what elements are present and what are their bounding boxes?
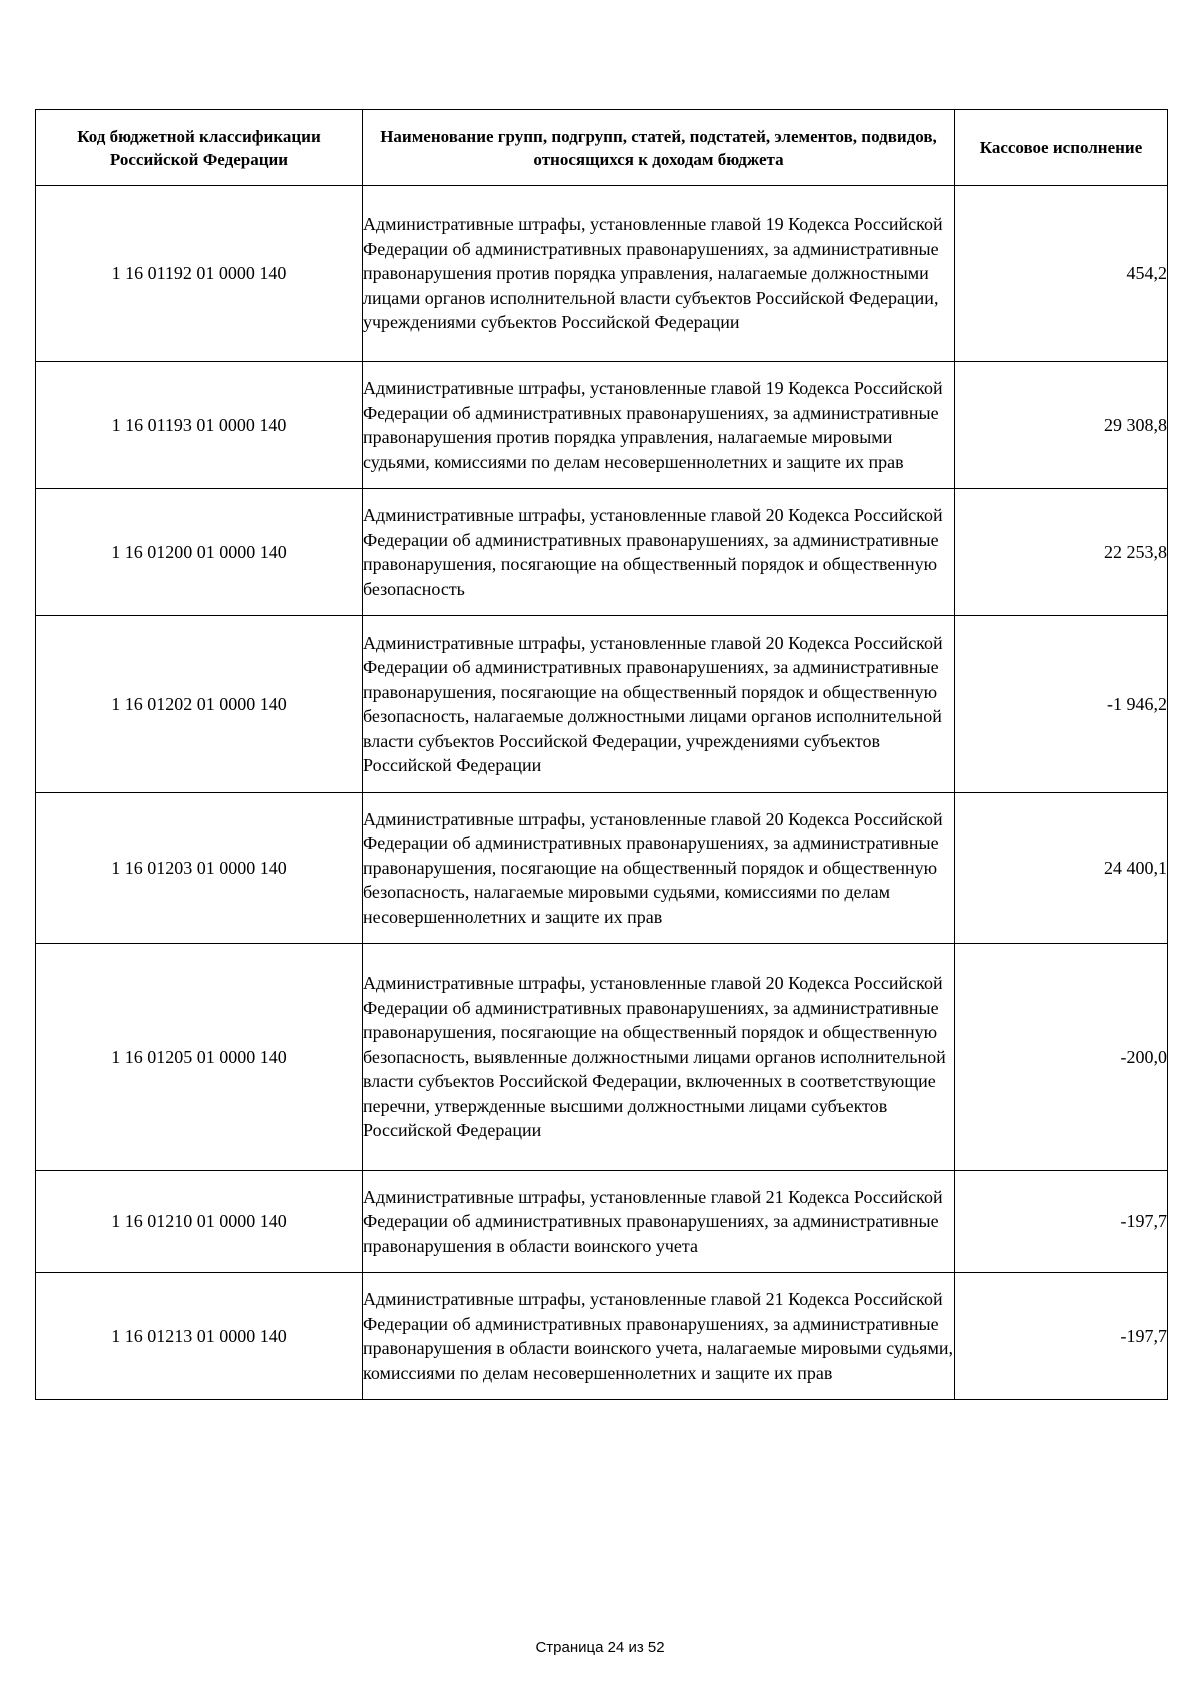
table-row bbox=[36, 1273, 1168, 1400]
row-code: 1 16 01205 01 0000 140 bbox=[36, 944, 363, 1171]
table-header-row bbox=[36, 110, 1168, 186]
table-row bbox=[36, 1171, 1168, 1273]
row-name: Административные штрафы, установленные главой 21 Кодекса Российской Федерации об административных правонарушениях, за административные правонарушения в области воинского учета bbox=[363, 1171, 955, 1273]
row-amount: 22 253,8 bbox=[955, 489, 1168, 616]
row-name: Административные штрафы, установленные главой 20 Кодекса Российской Федерации об административных правонарушениях, за административные правонарушения, посягающие на общественный порядок и общественную безопасность, выявленные должностными лицами органов исполнительной власти субъектов Российской Федерации, включенных в соответствующие перечни, утвержденные высшими должностными лицами субъектов Российской Федерации bbox=[363, 944, 955, 1171]
page-number-footer: Страница 24 из 52 bbox=[535, 1639, 665, 1656]
row-code: 1 16 01213 01 0000 140 bbox=[36, 1273, 363, 1400]
budget-revenue-table bbox=[35, 109, 1168, 1400]
row-amount: 24 400,1 bbox=[955, 793, 1168, 944]
header-code: Код бюджетной классификации Российской Федерации bbox=[36, 110, 363, 186]
row-amount: -200,0 bbox=[955, 944, 1168, 1171]
header-name: Наименование групп, подгрупп, статей, подстатей, элементов, подвидов, относящихся к доходам бюджета bbox=[363, 110, 955, 186]
row-amount: -197,7 bbox=[955, 1273, 1168, 1400]
table-row bbox=[36, 944, 1168, 1171]
table-row bbox=[36, 362, 1168, 489]
table-row bbox=[36, 489, 1168, 616]
row-code: 1 16 01200 01 0000 140 bbox=[36, 489, 363, 616]
row-name: Административные штрафы, установленные главой 19 Кодекса Российской Федерации об административных правонарушениях, за административные правонарушения против порядка управления, налагаемые должностными лицами органов исполнительной власти субъектов Российской Федерации, учреждениями субъектов Российской Федерации bbox=[363, 186, 955, 362]
row-name: Административные штрафы, установленные главой 21 Кодекса Российской Федерации об административных правонарушениях, за административные правонарушения в области воинского учета, налагаемые мировыми судьями, комиссиями по делам несовершеннолетних и защите их прав bbox=[363, 1273, 955, 1400]
row-amount: -1 946,2 bbox=[955, 616, 1168, 793]
row-code: 1 16 01193 01 0000 140 bbox=[36, 362, 363, 489]
row-name: Административные штрафы, установленные главой 20 Кодекса Российской Федерации об административных правонарушениях, за административные правонарушения, посягающие на общественный порядок и общественную безопасность bbox=[363, 489, 955, 616]
row-code: 1 16 01202 01 0000 140 bbox=[36, 616, 363, 793]
header-amount: Кассовое исполнение bbox=[955, 110, 1168, 186]
row-name: Административные штрафы, установленные главой 20 Кодекса Российской Федерации об административных правонарушениях, за административные правонарушения, посягающие на общественный порядок и общественную безопасность, налагаемые должностными лицами органов исполнительной власти субъектов Российской Федерации, учреждениями субъектов Российской Федерации bbox=[363, 616, 955, 793]
row-amount: 29 308,8 bbox=[955, 362, 1168, 489]
table-row bbox=[36, 186, 1168, 362]
table-row bbox=[36, 793, 1168, 944]
row-name: Административные штрафы, установленные главой 19 Кодекса Российской Федерации об административных правонарушениях, за административные правонарушения против порядка управления, налагаемые мировыми судьями, комиссиями по делам несовершеннолетних и защите их прав bbox=[363, 362, 955, 489]
row-name: Административные штрафы, установленные главой 20 Кодекса Российской Федерации об административных правонарушениях, за административные правонарушения, посягающие на общественный порядок и общественную безопасность, налагаемые мировыми судьями, комиссиями по делам несовершеннолетних и защите их прав bbox=[363, 793, 955, 944]
row-amount: 454,2 bbox=[955, 186, 1168, 362]
row-code: 1 16 01203 01 0000 140 bbox=[36, 793, 363, 944]
table-row bbox=[36, 616, 1168, 793]
row-code: 1 16 01210 01 0000 140 bbox=[36, 1171, 363, 1273]
row-amount: -197,7 bbox=[955, 1171, 1168, 1273]
row-code: 1 16 01192 01 0000 140 bbox=[36, 186, 363, 362]
